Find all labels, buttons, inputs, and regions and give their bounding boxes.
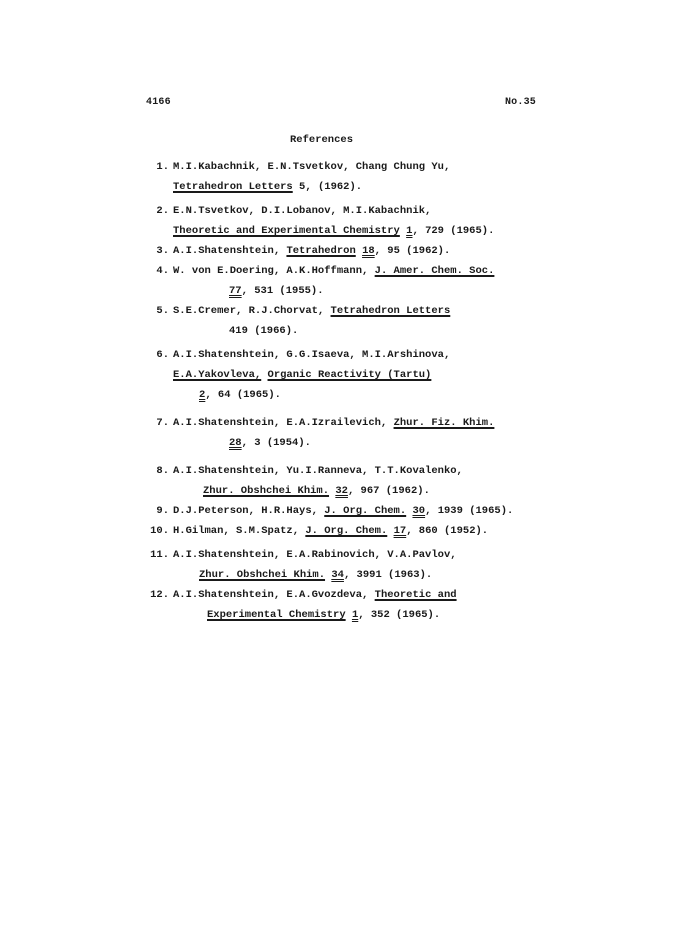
reference-journal: Theoretic and Experimental Chemistry xyxy=(173,225,400,237)
reference-authors: H.Gilman, S.M.Spatz, xyxy=(173,525,300,537)
reference-item-4 xyxy=(143,261,543,301)
reference-item-9 xyxy=(143,501,543,521)
reference-item-6 xyxy=(143,345,543,405)
reference-number: 7. xyxy=(156,417,169,429)
reference-item-12 xyxy=(143,585,543,625)
reference-volume: 77 xyxy=(229,285,242,297)
reference-details: , (1962). xyxy=(305,181,363,193)
reference-authors: A.I.Shatenshtein, Yu.I.Ranneva, T.T.Kovalenko, xyxy=(173,465,463,477)
reference-details: , 3 (1954). xyxy=(241,437,311,449)
reference-item-8 xyxy=(143,461,543,501)
reference-authors: D.J.Peterson, H.R.Hays, xyxy=(173,505,318,517)
reference-journal: Zhur. Fiz. Khim. xyxy=(393,417,495,429)
reference-volume: 5 xyxy=(299,181,306,193)
reference-details: , 967 (1962). xyxy=(347,485,430,497)
reference-journal: Zhur. Obshchei Khim. xyxy=(199,569,326,581)
reference-volume: 2 xyxy=(199,389,206,401)
reference-number: 1. xyxy=(156,161,169,173)
reference-number: 2. xyxy=(156,205,169,217)
reference-item-3 xyxy=(143,241,543,261)
reference-volume: 1 xyxy=(406,225,413,237)
reference-authors: E.N.Tsvetkov, D.I.Lobanov, M.I.Kabachnik, xyxy=(173,205,432,217)
issue-number: No.35 xyxy=(504,97,536,108)
reference-authors: A.I.Shatenshtein, E.A.Gvozdeva, xyxy=(173,589,369,601)
page-number: 4166 xyxy=(146,97,171,108)
reference-item-1 xyxy=(143,157,543,197)
reference-details: , 3991 (1963). xyxy=(343,569,433,581)
reference-details: , 531 (1955). xyxy=(241,285,324,297)
reference-journal: Zhur. Obshchei Khim. xyxy=(203,485,330,497)
reference-number: 5. xyxy=(156,305,169,317)
reference-journal: J. Org. Chem. xyxy=(324,505,407,517)
reference-number: 9. xyxy=(156,505,169,517)
reference-journal: Experimental Chemistry xyxy=(207,609,346,621)
reference-authors: A.I.Shatenshtein, E.A.Rabinovich, V.A.Pavlov, xyxy=(173,549,457,561)
reference-item-2 xyxy=(143,201,543,241)
reference-journal: Tetrahedron xyxy=(286,245,356,257)
reference-number: 10. xyxy=(150,525,169,537)
reference-number: 12. xyxy=(150,589,169,601)
reference-number: 4. xyxy=(156,265,169,277)
reference-number: 11. xyxy=(150,549,169,561)
reference-authors: A.I.Shatenshtein, G.G.Isaeva, M.I.Arshinova, xyxy=(173,349,451,361)
reference-item-10 xyxy=(143,521,543,541)
reference-item-11 xyxy=(143,545,543,585)
reference-authors: E.A.Yakovleva, xyxy=(173,369,262,381)
reference-volume: 17 xyxy=(393,525,407,537)
reference-details: , 729 (1965). xyxy=(412,225,495,237)
reference-volume: 1 xyxy=(351,609,359,621)
reference-details: , 860 (1952). xyxy=(406,525,489,537)
reference-details: 419 (1966). xyxy=(229,325,299,337)
reference-details: , 64 (1965). xyxy=(205,389,281,401)
reference-number: 8. xyxy=(156,465,169,477)
reference-item-5 xyxy=(143,301,543,341)
reference-item-7 xyxy=(143,413,543,453)
reference-volume: 18 xyxy=(362,245,375,257)
reference-journal: J. Org. Chem. xyxy=(305,525,388,537)
reference-authors: A.I.Shatenshtein, E.A.Izrailevich, xyxy=(173,417,388,429)
reference-authors: M.I.Kabachnik, E.N.Tsvetkov, Chang Chung Yu, xyxy=(173,161,451,173)
reference-volume: 34 xyxy=(331,569,344,581)
references-heading: References xyxy=(290,134,354,146)
reference-authors: W. von E.Doering, A.K.Hoffmann, xyxy=(173,265,369,277)
reference-details: , 1939 (1965). xyxy=(425,505,514,517)
reference-journal: Tetrahedron Letters xyxy=(173,181,293,193)
reference-volume: 28 xyxy=(229,437,242,449)
reference-journal: Theoretic and xyxy=(374,589,457,601)
reference-number: 6. xyxy=(156,349,169,361)
references-list xyxy=(143,157,543,625)
reference-journal: J. Amer. Chem. Soc. xyxy=(374,265,495,277)
reference-journal: Organic Reactivity (Tartu) xyxy=(267,369,432,381)
reference-authors: A.I.Shatenshtein, xyxy=(173,245,281,257)
reference-details: , 352 (1965). xyxy=(358,609,441,621)
reference-volume: 32 xyxy=(335,485,348,497)
reference-journal: Tetrahedron Letters xyxy=(330,305,451,317)
reference-number: 3. xyxy=(156,245,169,257)
reference-authors: S.E.Cremer, R.J.Chorvat, xyxy=(173,305,325,317)
reference-volume: 30 xyxy=(412,505,426,517)
reference-details: , 95 (1962). xyxy=(374,245,451,257)
